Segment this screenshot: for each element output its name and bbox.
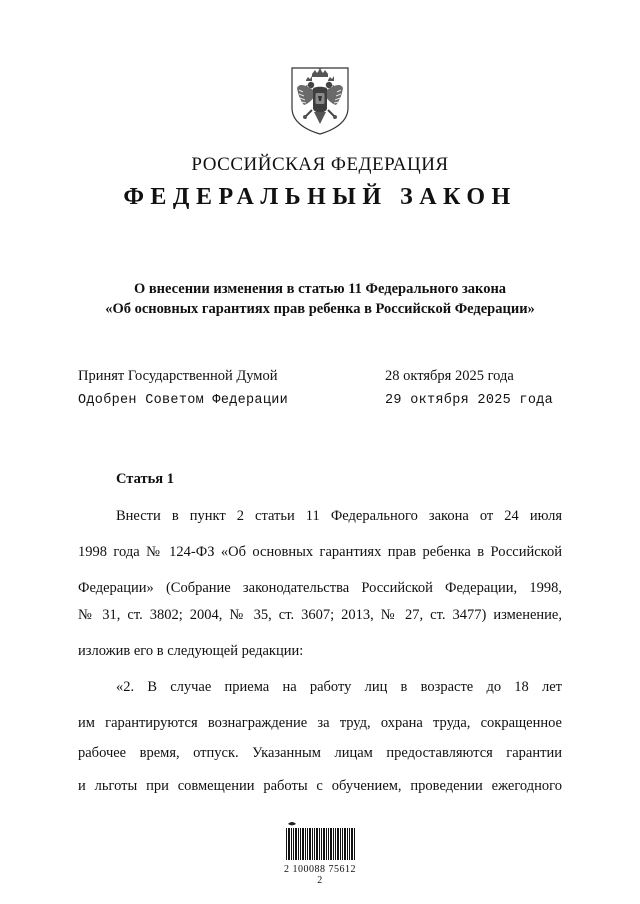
- barcode-number: 2 100088 75612 2: [284, 864, 356, 886]
- duma-adoption-date: 28 октября 2025 года: [385, 368, 514, 384]
- law-title: [0, 279, 640, 319]
- law-title-line: О внесении изменения в статью 11 Федерального закона: [133, 281, 507, 297]
- article-text-line: изложив его в следующей редакции:: [78, 643, 304, 659]
- barcode-bars-icon: [280, 818, 360, 864]
- country-name: РОССИЙСКАЯ ФЕДЕРАЦИЯ: [191, 154, 449, 175]
- coat-of-arms-icon: [288, 64, 352, 136]
- article-heading: Статья 1: [116, 471, 174, 487]
- article-text-line: 1998 года № 124-ФЗ «Об основных гарантиях прав ребенка в Российской: [78, 544, 562, 560]
- article-text-line: и льготы при совмещении работы с обучением, проведении ежегодного: [78, 778, 562, 794]
- article-text-line: Внести в пункт 2 статьи 11 Федерального закона от 24 июля: [116, 508, 562, 524]
- council-approval-date: 29 октября 2025 года: [385, 393, 554, 408]
- document-type: ФЕДЕРАЛЬНЫЙ ЗАКОН: [123, 184, 517, 210]
- council-approval-label: Одобрен Советом Федерации: [78, 393, 289, 408]
- article-text-line: № 31, ст. 3802; 2004, № 35, ст. 3607; 2013, № 27, ст. 3477) изменение,: [78, 607, 562, 623]
- article-text-line: им гарантируются вознаграждение за труд, охрана труда, сокращенное: [78, 715, 562, 731]
- article-text-line: «2. В случае приема на работу лиц в возрасте до 18 лет: [116, 679, 562, 695]
- barcode: [280, 818, 360, 886]
- law-title-line: «Об основных гарантиях прав ребенка в Российской Федерации»: [105, 301, 535, 317]
- article-text-line: Федерации» (Собрание законодательства Российской Федерации, 1998,: [78, 580, 562, 596]
- article-text-line: рабочее время, отпуск. Указанным лицам предоставляются гарантии: [78, 745, 562, 761]
- duma-adoption-label: Принят Государственной Думой: [78, 368, 278, 384]
